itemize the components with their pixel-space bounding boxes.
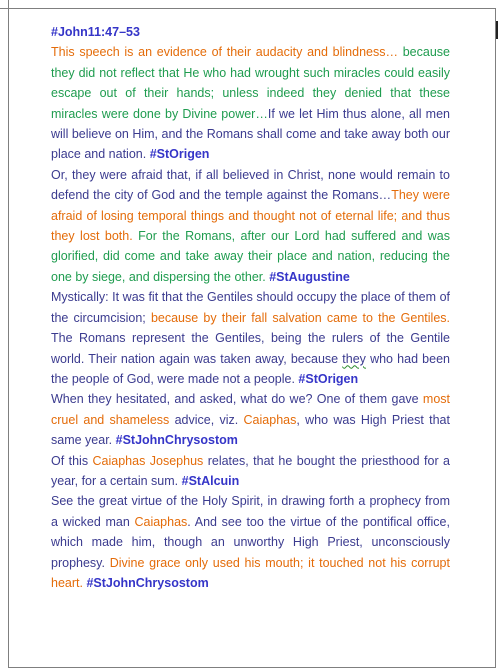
heading-paragraph: [51, 22, 450, 42]
paragraph-alcuin: [51, 451, 450, 492]
author-tag: #StOrigen: [298, 371, 359, 386]
paragraph-chrysostom-1: [51, 389, 450, 450]
text-run: Mystically: It was fit that the Gentiles should occupy the place of them of the circumcision;: [51, 290, 450, 325]
text-run: Caiaphas: [134, 514, 188, 529]
text-run: If we let Him thus alone, all men will believe on Him, and the Romans shall come and take away both our place and nation.: [51, 106, 450, 162]
text-run: who had been the people of God, were made not a people.: [51, 351, 450, 386]
text-run: most cruel and shameless: [51, 392, 450, 427]
text-run: When they hesitated, and asked, what do we? One of them gave: [51, 392, 419, 407]
text-run: Caiaphas: [243, 412, 297, 427]
text-run: advice, viz.: [174, 412, 239, 427]
text-run: relates, that he bought the priesthood for a year, for a certain sum.: [51, 453, 450, 488]
text-run: Or, they were afraid that, if all believed in Christ, none would remain to defend the city of God and the temple against the Romans…: [51, 167, 450, 203]
text-run: Of this: [51, 453, 89, 468]
text-run: because they did not reflect that He who had wrought such miracles could easily escape out of their hands; unless indeed they denied that these miracles were done by Divine power…: [51, 45, 450, 121]
text-run: For the Romans, after our Lord had suffered and was glorified, did come and take away their place and nation, reducing the one by siege, and dispersing the other.: [51, 229, 450, 284]
text-cursor: [496, 21, 498, 39]
page-corner-mark-horizontal: [0, 8, 8, 9]
paragraph-origen-2: [51, 287, 450, 389]
author-tag: #StAlcuin: [181, 473, 240, 488]
text-run: This speech is an evidence of their audacity and blindness…: [51, 45, 398, 60]
paragraph-chrysostom-2: [51, 491, 450, 593]
text-run: . And see too the virtue of the pontifical office, which made him, though an unworthy High Priest, unconsciously prophesy.: [51, 514, 450, 570]
text-run: See the great virtue of the Holy Spirit, in drawing forth a prophecy from a wicked man: [51, 494, 450, 529]
author-tag: #StOrigen: [149, 147, 210, 162]
text-run: , who was High Priest that same year.: [51, 412, 450, 448]
author-tag: #StJohnChrysostom: [115, 433, 238, 448]
spelling-flagged-word[interactable]: they: [342, 351, 366, 366]
text-run: Divine grace only used his mouth; it touched not his corrupt heart.: [51, 555, 450, 590]
author-tag: #StJohnChrysostom: [86, 575, 209, 590]
scripture-reference-tag: #John11:47–53: [51, 25, 140, 39]
text-run: Caiaphas Josephus: [92, 453, 204, 468]
document-body[interactable]: [51, 22, 450, 593]
page-corner-mark-vertical: [8, 0, 9, 8]
author-tag: #StAugustine: [269, 269, 350, 284]
text-run: because by their fall salvation came to the Gentiles.: [150, 310, 450, 325]
text-run: The Romans represent the Gentiles, being the rulers of the Gentile world. Their nation again was taken away, because: [51, 331, 450, 366]
text-run: They were afraid of losing temporal things and thought not of eternal life; and thus they lost both.: [51, 188, 450, 244]
paragraph-augustine: [51, 165, 450, 287]
paragraph-origen-1: [51, 42, 450, 164]
